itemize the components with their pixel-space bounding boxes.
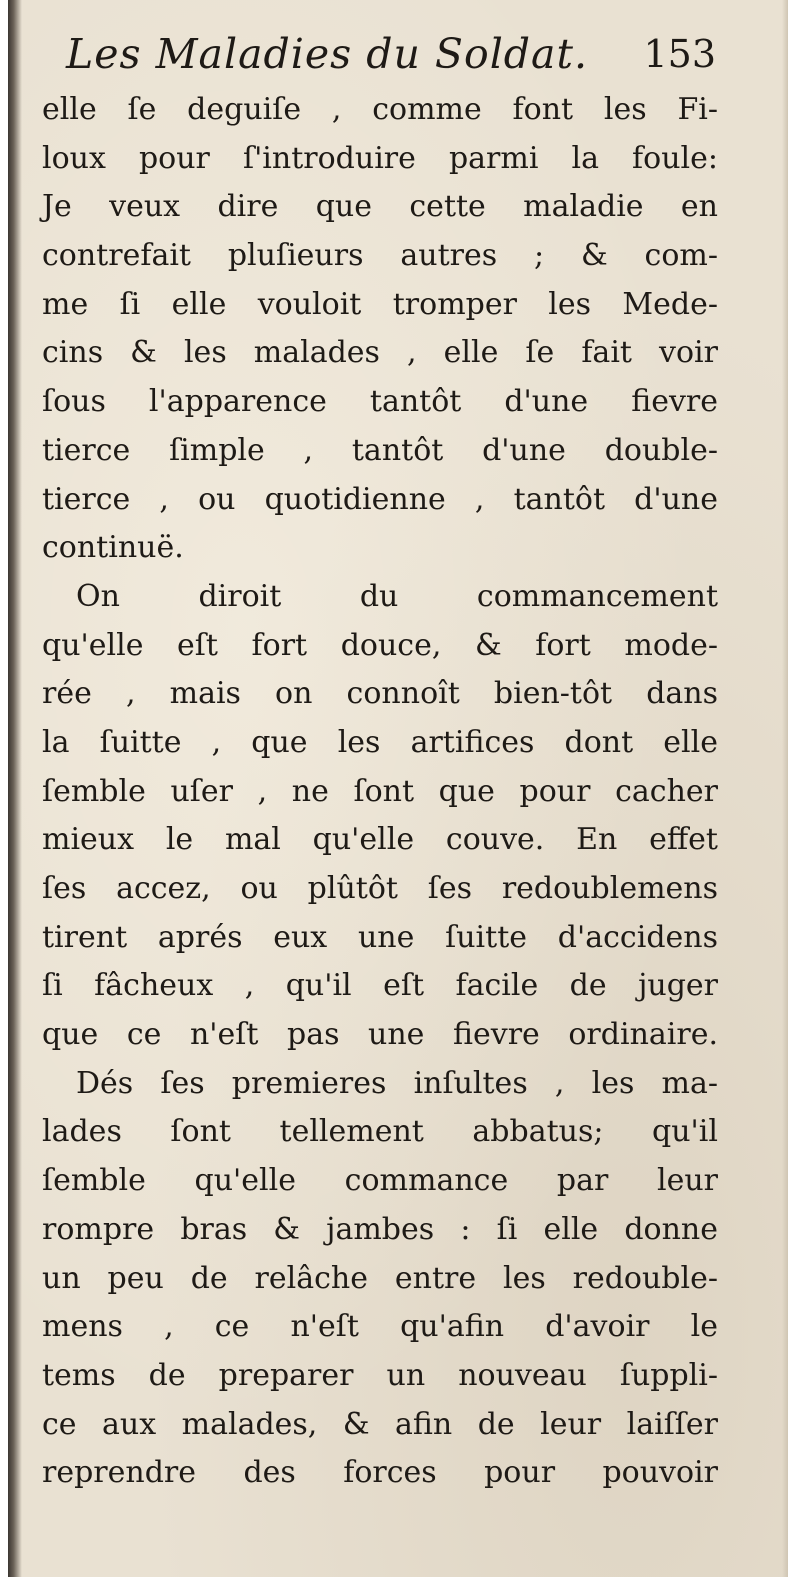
paragraph-start-line: On diroit du commancement bbox=[76, 578, 718, 614]
text-line: tierce , ou quotidienne , tantôt d'une bbox=[42, 481, 718, 517]
text-line: loux pour ſ'introduire parmi la foule: bbox=[42, 140, 718, 176]
text-line: elle ſe deguiſe , comme font les Fi- bbox=[42, 92, 718, 127]
running-title: Les Maladies du Soldat. bbox=[66, 30, 589, 78]
text-line: ſes accez, ou plûtôt ſes redoublemens bbox=[42, 871, 718, 906]
binding-shadow bbox=[8, 0, 22, 1577]
text-line: ſi fâcheux , qu'il eſt facile de juger bbox=[42, 968, 718, 1004]
text-line: tierce ſimple , tantôt d'une double- bbox=[42, 432, 718, 468]
text-line: me ſi elle vouloit tromper les Mede- bbox=[42, 286, 718, 322]
text-line: la ſuitte , que les artifices dont elle bbox=[42, 724, 718, 760]
page-number: 153 bbox=[643, 32, 716, 76]
text-line: mieux le mal qu'elle couve. En effet bbox=[42, 822, 718, 858]
text-line: rompre bras & jambes : ſi elle donne bbox=[42, 1211, 718, 1247]
text-line: tirent aprés eux une ſuitte d'accidens bbox=[42, 919, 718, 955]
text-line: ſous l'apparence tantôt d'une fievre bbox=[42, 384, 718, 420]
page-edge bbox=[782, 0, 788, 1577]
paragraph-start-line: Dés ſes premieres inſultes , les ma- bbox=[76, 1065, 718, 1101]
text-line: un peu de relâche entre les redouble- bbox=[42, 1260, 718, 1296]
text-line: ſemble qu'elle commance par leur bbox=[42, 1163, 718, 1199]
text-line: Je veux dire que cette maladie en bbox=[42, 189, 718, 225]
text-line: contrefait pluſieurs autres ; & com- bbox=[42, 238, 718, 274]
text-line: rée , mais on connoît bien-tôt dans bbox=[42, 676, 718, 712]
text-line: tems de preparer un nouveau ſuppli- bbox=[42, 1357, 718, 1393]
page-header bbox=[66, 30, 716, 86]
text-line: que ce n'eſt pas une fievre ordinaire. bbox=[42, 1017, 718, 1053]
text-line: ſemble uſer , ne ſont que pour cacher bbox=[42, 773, 718, 809]
text-line: cins & les malades , elle ſe fait voir bbox=[42, 335, 718, 371]
text-line: reprendre des forces pour pouvoir bbox=[42, 1455, 718, 1491]
body-text bbox=[42, 86, 718, 1498]
book-page bbox=[8, 0, 788, 1577]
text-line: qu'elle eſt fort douce, & fort mode- bbox=[42, 627, 718, 663]
text-line: lades ſont tellement abbatus; qu'il bbox=[42, 1114, 718, 1150]
text-line: mens , ce n'eſt qu'afin d'avoir le bbox=[42, 1309, 718, 1345]
text-line: continuë. bbox=[42, 530, 184, 566]
text-line: ce aux malades, & afin de leur laiſſer bbox=[42, 1406, 718, 1442]
